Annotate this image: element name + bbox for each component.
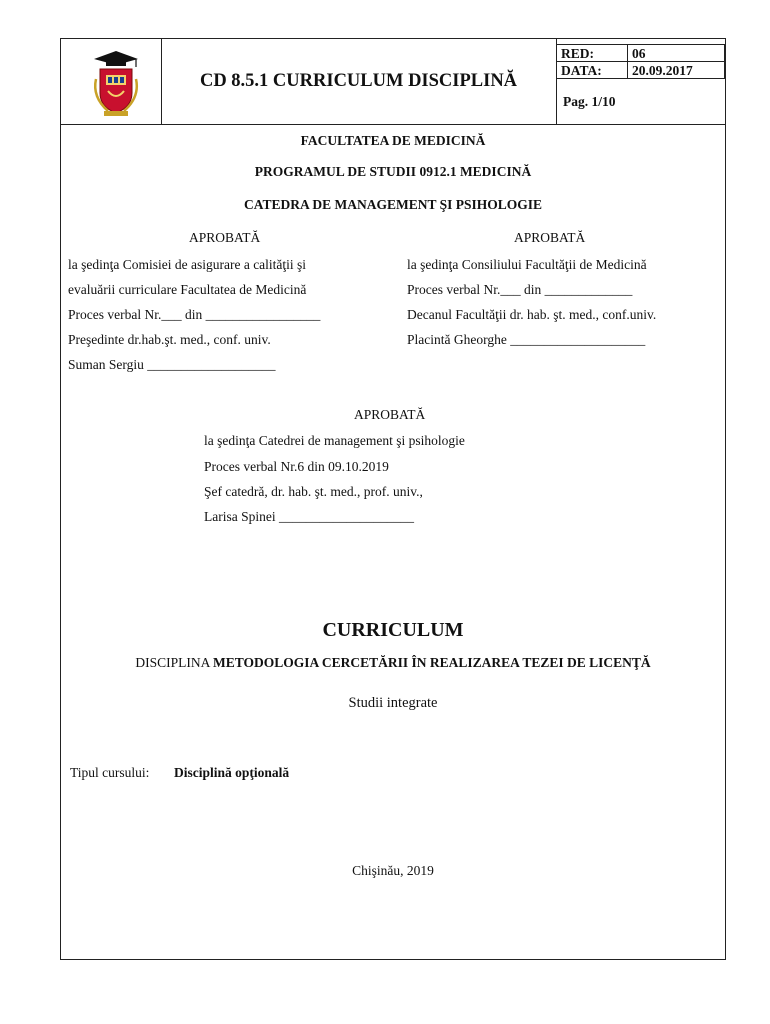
approval-left-line4: Preşedinte dr.hab.şt. med., conf. univ. [68,332,271,347]
approval-left-line2: evaluării curriculare Facultatea de Medicină [68,282,307,297]
approval-left-heading: APROBATĂ [189,230,261,245]
faculty-heading: FACULTATEA DE MEDICINĂ [300,133,486,148]
place-year: Chişinău, 2019 [352,863,434,878]
discipline-line [61,655,725,671]
approval-right-line4: Placintă Gheorghe ____________________ [407,332,646,347]
date-label: DATA: [557,62,628,79]
approval-left-line3: Proces verbal Nr.___ din _________________ [68,307,321,322]
curriculum-title: CURRICULUM [322,619,464,641]
course-type-label: Tipul cursului: [70,765,150,780]
department-heading: CATEDRA DE MANAGEMENT ŞI PSIHOLOGIE [243,197,543,212]
document-page [60,38,726,960]
approval-right-heading: APROBATĂ [514,230,586,245]
approval-right-line3: Decanul Facultăţii dr. hab. şt. med., conf.univ. [407,307,657,322]
red-label: RED: [557,45,628,62]
page-number: Pag. 1/10 [563,94,616,109]
logo-cell [61,39,162,124]
approval-right-line1: la şedinţa Consiliului Facultăţii de Medicină [407,257,647,272]
document-title: CD 8.5.1 CURRICULUM DISCIPLINĂ [161,39,557,124]
approval-right-line2: Proces verbal Nr.___ din _____________ [407,282,633,297]
approval-center-line3: Şef catedră, dr. hab. şt. med., prof. univ., [204,484,423,499]
date-value: 20.09.2017 [628,62,725,79]
approval-left-line1: la şedinţa Comisiei de asigurare a calităţii şi [68,257,307,272]
university-crest-logo [86,49,146,119]
revision-table [556,44,725,79]
approval-center-line2: Proces verbal Nr.6 din 09.10.2019 [204,459,389,474]
approval-center-line4: Larisa Spinei ____________________ [204,509,414,524]
approval-left-line5: Suman Sergiu ___________________ [68,357,276,372]
discipline-name: METODOLOGIA CERCETĂRII ÎN REALIZAREA TEZEI DE LICENŢĂ [213,655,651,670]
discipline-prefix: DISCIPLINA [135,655,213,670]
red-value: 06 [628,45,725,62]
program-heading: PROGRAMUL DE STUDII 0912.1 MEDICINĂ [254,164,532,179]
approval-center-line1: la şedinţa Catedrei de management şi psihologie [204,433,465,448]
document-header [61,39,725,125]
studies-type: Studii integrate [348,695,438,711]
approval-center-heading: APROBATĂ [354,407,426,422]
course-type-value: Disciplină opţională [174,765,290,780]
